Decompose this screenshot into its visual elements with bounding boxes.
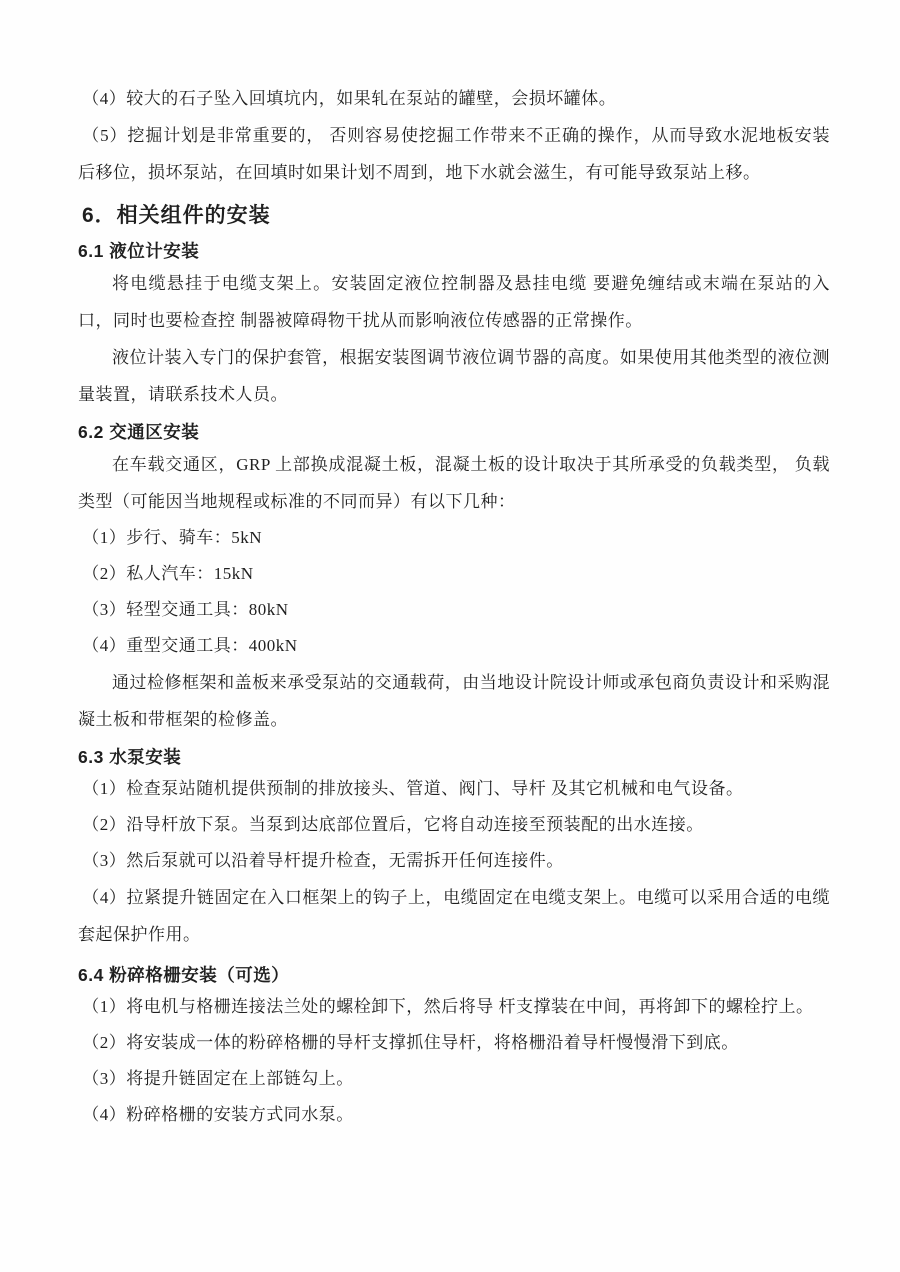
grinder-install-step-4: （4）粉碎格栅的安装方式同水泵。 [82,1105,354,1124]
section-6-1-paragraph-2: 液位计装入专门的保护套管，根据安装图调节液位调节器的高度。如果使用其他类型的液位测量装置，请联系技术人员。 [78,348,830,404]
load-type-item-2: （2）私人汽车：15kN [82,564,254,583]
grinder-install-step-2: （2）将安装成一体的粉碎格栅的导杆支撑抓住导杆，将格栅沿着导杆慢慢滑下到底。 [82,1033,739,1052]
grinder-install-step-1: （1）将电机与格栅连接法兰处的螺栓卸下，然后将导 杆支撑装在中间，再将卸下的螺栓拧上。 [82,997,814,1016]
section-6-2-intro: 在车载交通区，GRP 上部换成混凝土板，混凝土板的设计取决于其所承受的负载类型， 负载类型（可能因当地规程或标准的不同而异）有以下几种： [78,455,830,511]
load-type-item-4: （4）重型交通工具：400kN [82,636,298,655]
section-6-2-closing: 通过检修框架和盖板来承受泵站的交通载荷，由当地设计院设计师或承包商负责设计和采购混凝土板和带框架的检修盖。 [78,673,830,729]
chapter-heading: 6．相关组件的安装 [82,204,271,227]
pre-list-item-4: （4）较大的石子坠入回填坑内，如果轧在泵站的罐壁，会损坏罐体。 [82,89,617,108]
load-type-item-1: （1）步行、骑车：5kN [82,528,263,547]
pump-install-step-2: （2）沿导杆放下泵。当泵到达底部位置后，它将自动连接至预装配的出水连接。 [82,815,704,834]
section-heading-6-4: 6.4 粉碎格栅安装（可选） [78,965,290,985]
pump-install-step-3: （3）然后泵就可以沿着导杆提升检查，无需拆开任何连接件。 [82,851,564,870]
pump-install-step-4: （4）拉紧提升链固定在入口框架上的钩子上，电缆固定在电缆支架上。电缆可以采用合适的电缆套起保护作用。 [78,888,830,944]
grinder-install-step-3: （3）将提升链固定在上部链勾上。 [82,1069,354,1088]
section-heading-6-2: 6.2 交通区安装 [78,422,200,442]
pre-list-item-5: （5）挖掘计划是非常重要的， 否则容易使挖掘工作带来不正确的操作，从而导致水泥地板安装后移位，损坏泵站，在回填时如果计划不周到，地下水就会滋生，有可能导致泵站上移。 [78,126,830,182]
section-heading-6-3: 6.3 水泵安装 [78,747,182,767]
load-type-item-3: （3）轻型交通工具：80kN [82,600,289,619]
section-heading-6-1: 6.1 液位计安装 [78,241,200,261]
pump-install-step-1: （1）检查泵站随机提供预制的排放接头、管道、阀门、导杆 及其它机械和电气设备。 [82,779,744,798]
section-6-1-paragraph-1: 将电缆悬挂于电缆支架上。安装固定液位控制器及悬挂电缆 要避免缠结或末端在泵站的入口，同时也要检查控 制器被障碍物干扰从而影响液位传感器的正常操作。 [78,274,830,330]
